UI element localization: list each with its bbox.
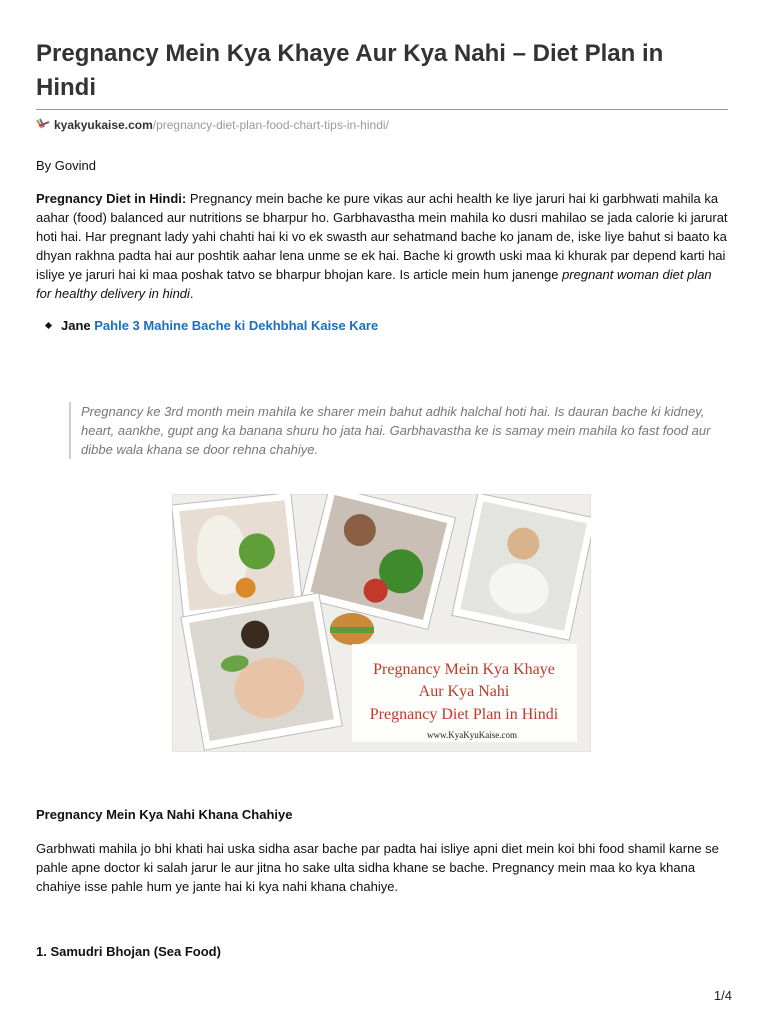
intro-italic: pregnant woman diet plan for healthy delivery in hindi: [36, 267, 712, 301]
title-divider: [36, 109, 728, 110]
list-item: [46, 317, 378, 335]
site-favicon-icon: [36, 118, 50, 130]
hero-caption-line1: Pregnancy Mein Kya Khaye: [373, 661, 555, 678]
section-paragraph: Garbhwati mahila jo bhi khati hai uska sidha asar bache par padta hai isliye apni diet mein koi bhi food shamil karne se pahle apne doctor ki salah jarur le aur jitna ho sake ulta sidha khane se bache. Pregnancy mein maa ko kya khana chahiye isse pahle hum ye jante hai ki kya nahi khana chahiye.: [36, 841, 719, 894]
intro-paragraph: [36, 189, 728, 303]
byline: By Govind: [36, 158, 96, 173]
page-number: 1/4: [713, 988, 732, 1003]
hero-image: [172, 494, 591, 752]
intro-end: .: [189, 286, 194, 301]
subsection-heading: 1. Samudri Bhojan (Sea Food): [36, 944, 221, 959]
source-domain[interactable]: kyakyukaise.com: [54, 118, 153, 132]
source-line: [36, 117, 389, 133]
section-heading: Pregnancy Mein Kya Nahi Khana Chahiye: [36, 807, 293, 822]
intro-label: Pregnancy Diet in Hindi:: [36, 191, 187, 206]
related-article-link[interactable]: Pahle 3 Mahine Bache ki Dekhbhal Kaise Kare: [94, 318, 379, 333]
hero-caption-line2: Aur Kya Nahi: [418, 683, 510, 700]
bullet-icon: [45, 322, 52, 329]
source-path[interactable]: /pregnancy-diet-plan-food-chart-tips-in-hindi/: [152, 118, 389, 132]
bullet-prefix: Jane: [61, 318, 91, 333]
hero-caption-line3: Pregnancy Diet Plan in Hindi: [369, 706, 559, 723]
article-title: Pregnancy Mein Kya Khaye Aur Kya Nahi – Diet Plan in Hindi: [36, 40, 664, 101]
blockquote: Pregnancy ke 3rd month mein mahila ke sharer mein bahut adhik halchal hoti hai. Is dauran bache ki kidney, heart, aankhe, gupt ang ka banana shuru ho jata hai. Garbhavastha ke is samay mein mahila ko fast food aur dibbe wala khana se door rehna chahiye.: [69, 402, 721, 459]
hero-site-url: www.KyaKyuKaise.com: [427, 730, 517, 740]
intro-text: Pregnancy mein bache ke pure vikas aur achi health ke liye jaruri hai ki garbhwati mahila ka aahar (food) balanced aur nutritions se bharpur ho. Garbhavastha mein mahila ko dusri mahilao se jada calorie ki jarurat hoti hai. Har pregnant lady yahi chahti hai ki vo ek swasth aur sehatmand bache ko janam de, iske liye bahut si baato ka dhyan rakhna padta hai aur poshtik aahar lena unme se ek hai. Bache ki growth uski maa ki khurak par depend karti hai isliye ye jaruri hai ki maa poshak tatvo se bharpur bhojan kare. Is article mein hum janenge: [36, 191, 728, 282]
